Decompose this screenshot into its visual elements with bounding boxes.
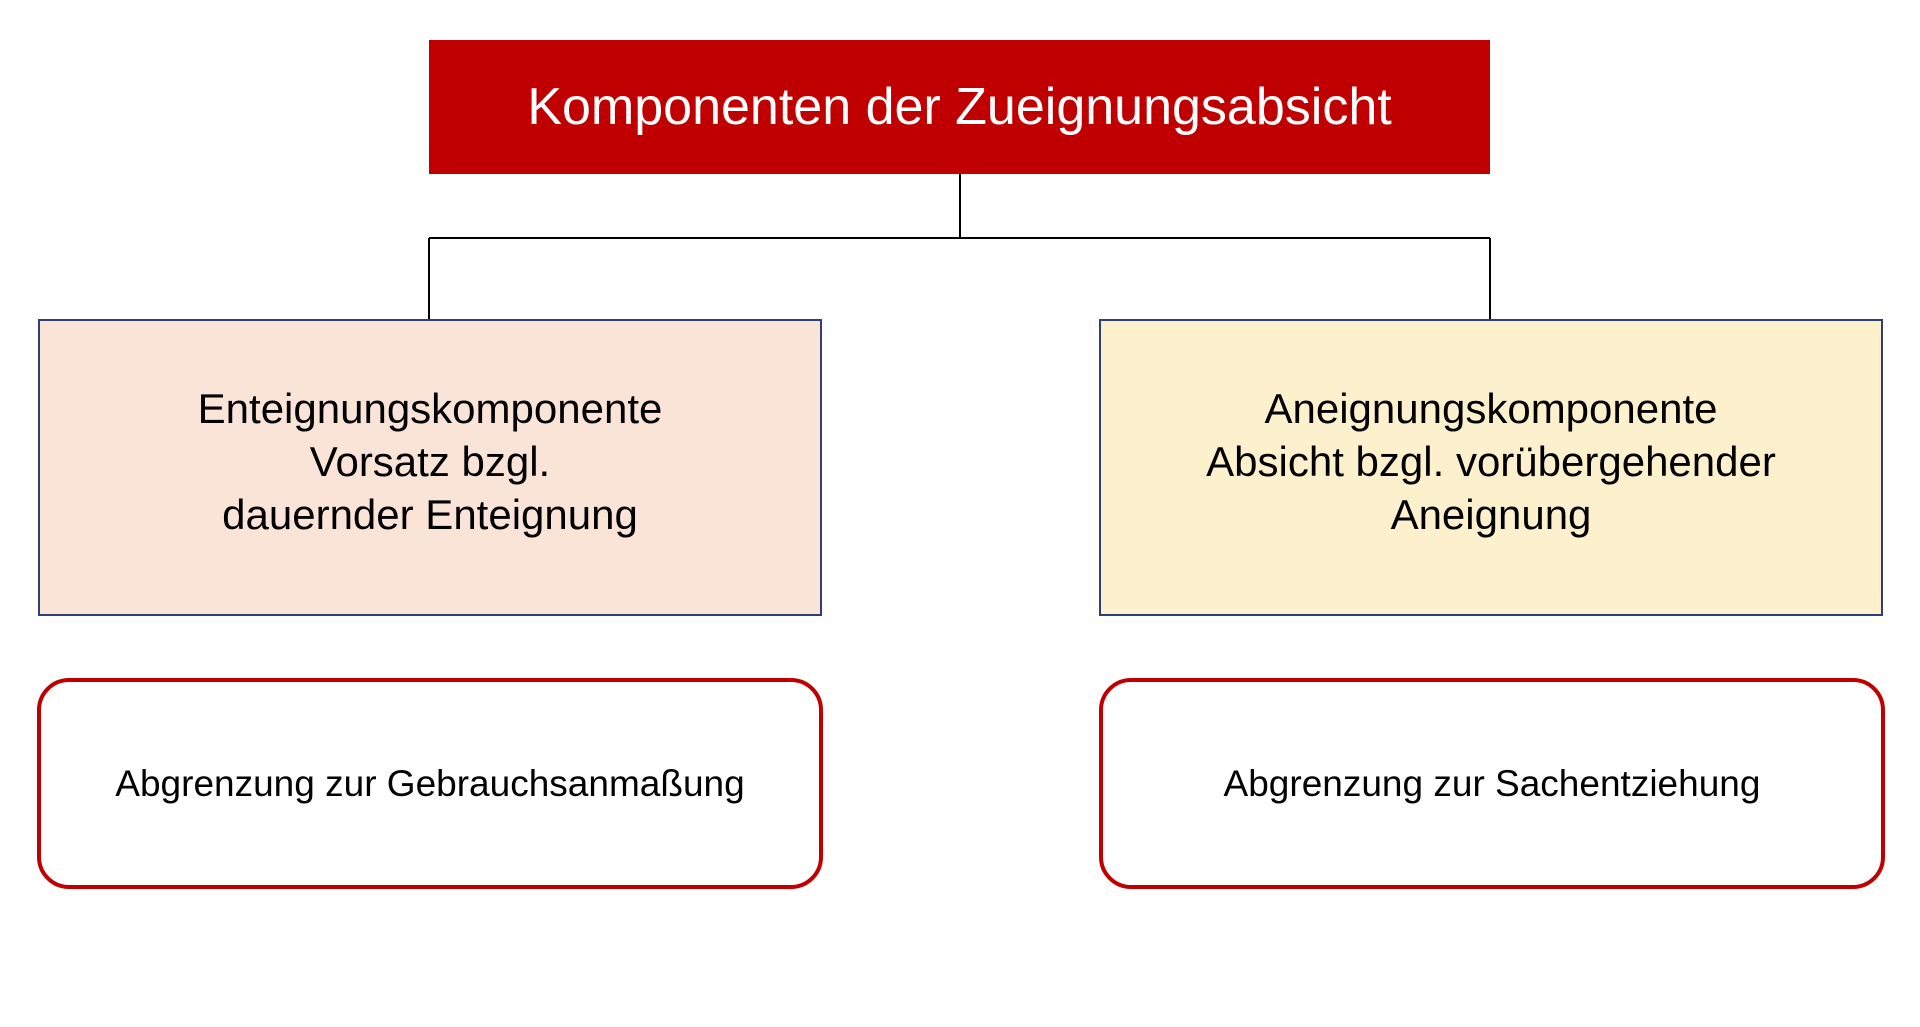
- gebrauchsanmassung-box: [37, 678, 823, 889]
- enteignung-component-text: [198, 382, 663, 541]
- enteignung-component-line-1: Enteignungskomponente: [197, 385, 663, 432]
- aneignung-component-line-1: Aneignungskomponente: [1264, 385, 1718, 432]
- enteignung-component-box: [38, 319, 822, 616]
- title-box: [429, 40, 1490, 174]
- aneignung-component-line-3: Aneignung: [1390, 491, 1592, 538]
- sachentziehung-box: [1099, 678, 1885, 889]
- aneignung-component-text: [1206, 382, 1776, 541]
- aneignung-component-box: [1099, 319, 1883, 616]
- enteignung-component-line-3: dauernder Enteignung: [222, 491, 638, 538]
- diagram-title: Komponenten der Zueignungsabsicht: [527, 78, 1392, 136]
- gebrauchsanmassung-label: Abgrenzung zur Gebrauchsanmaßung: [115, 762, 745, 804]
- aneignung-component-line-2: Absicht bzgl. vorübergehender: [1206, 438, 1776, 485]
- sachentziehung-label: Abgrenzung zur Sachentziehung: [1223, 762, 1761, 804]
- enteignung-component-line-2: Vorsatz bzgl.: [309, 438, 551, 485]
